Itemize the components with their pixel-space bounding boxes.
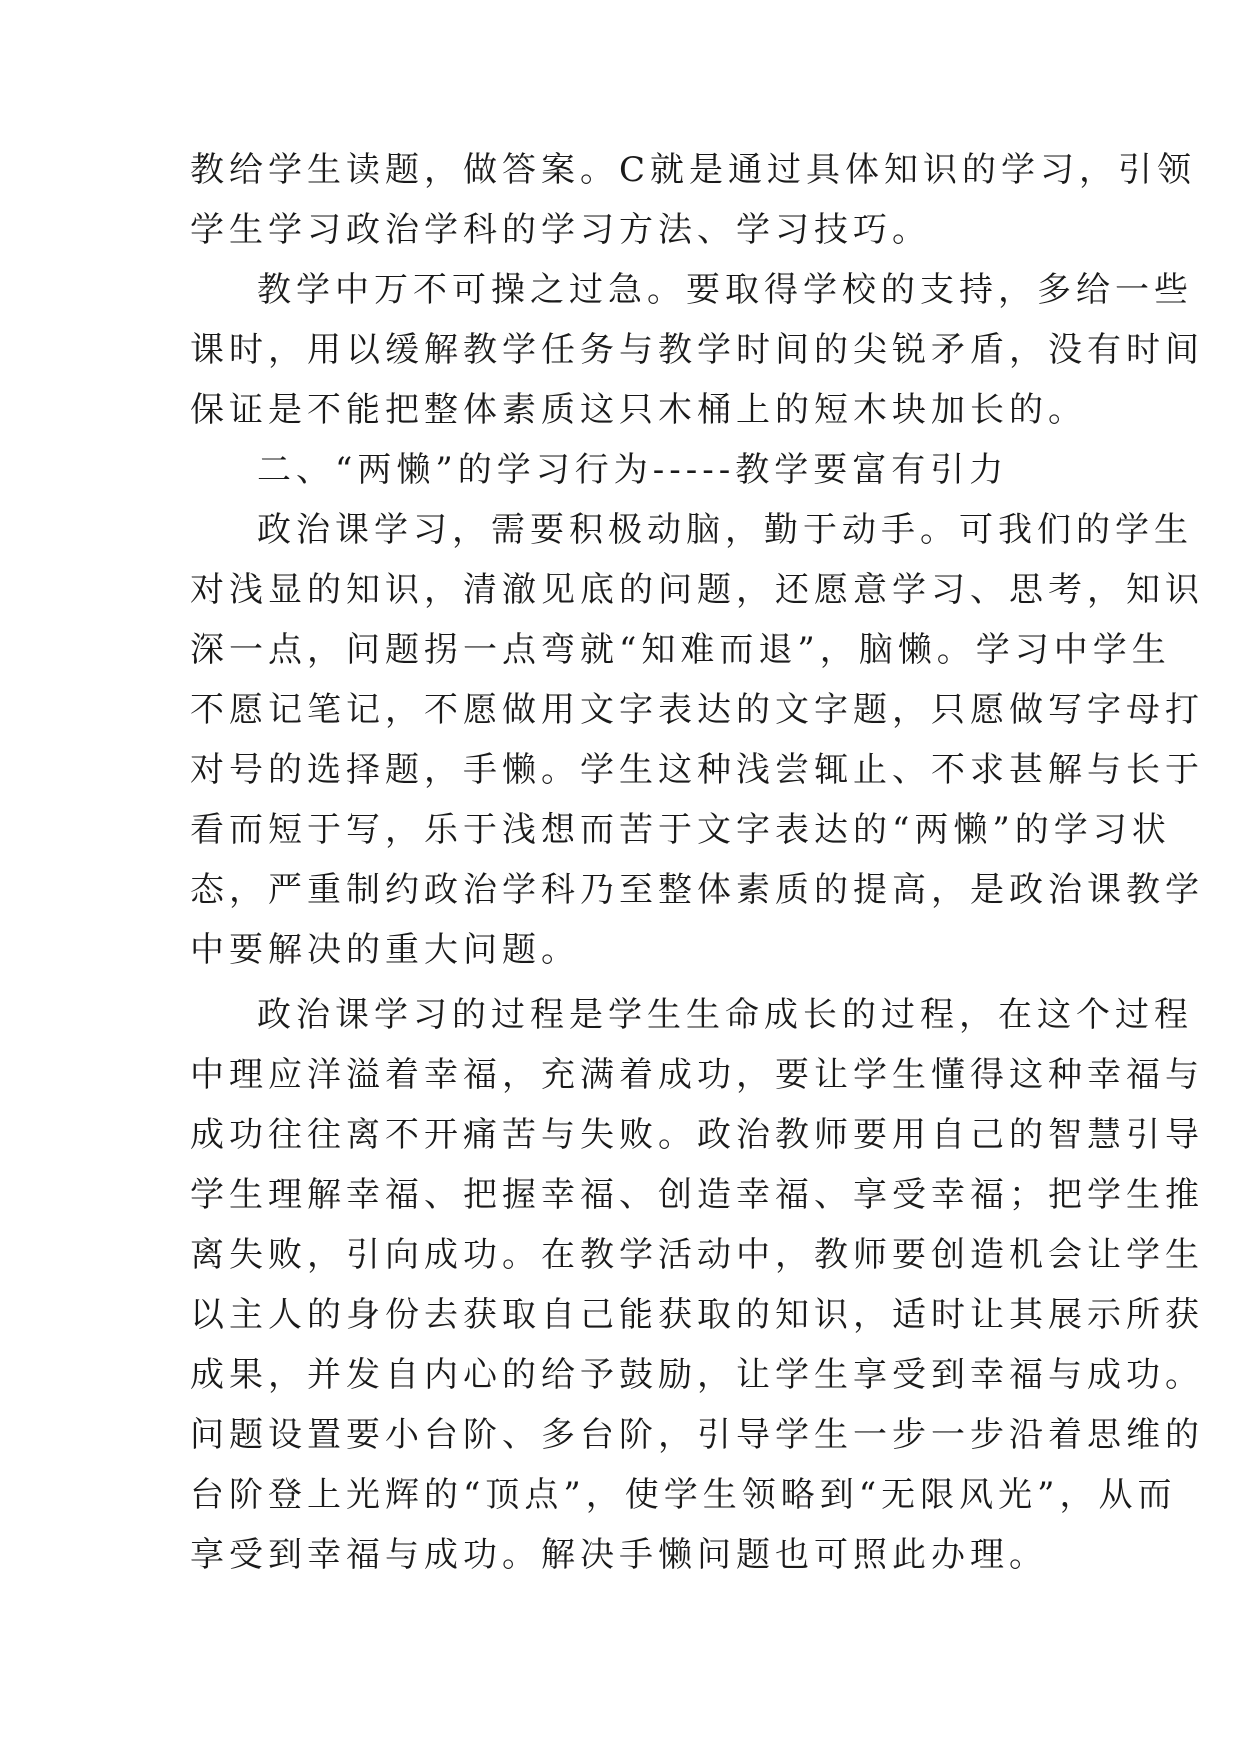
text-line: 中理应洋溢着幸福，充满着成功，要让学生懂得这种幸福与 [190, 1055, 1204, 1095]
text-line: 学生学习政治学科的学习方法、学习技巧。 [190, 210, 931, 250]
paragraph-start: 教学中万不可操之过急。要取得学校的支持，多给一些 [257, 270, 1193, 310]
paragraph-start: 政治课学习的过程是学生生命成长的过程，在这个过程 [257, 995, 1193, 1035]
text-line: 对号的选择题，手懒。学生这种浅尝辄止、不求甚解与长于 [190, 750, 1204, 790]
text-line: 以主人的身份去获取自己能获取的知识，适时让其展示所获 [190, 1295, 1204, 1335]
text-line: 离失败，引向成功。在教学活动中，教师要创造机会让学生 [190, 1235, 1204, 1275]
text-line: 学生理解幸福、把握幸福、创造幸福、享受幸福；把学生推 [190, 1175, 1204, 1215]
text-line: 态，严重制约政治学科乃至整体素质的提高，是政治课教学 [190, 870, 1204, 910]
text-line: 台阶登上光辉的“顶点”，使学生领略到“无限风光”，从而 [190, 1475, 1177, 1515]
text-line: 中要解决的重大问题。 [190, 930, 580, 970]
text-line: 教给学生读题，做答案。C就是通过具体知识的学习，引领 [190, 150, 1197, 190]
paragraph-start: 政治课学习，需要积极动脑，勤于动手。可我们的学生 [257, 510, 1193, 550]
text-line: 保证是不能把整体素质这只木桶上的短木块加长的。 [190, 390, 1087, 430]
text-line: 不愿记笔记，不愿做用文字表达的文字题，只愿做写字母打 [190, 690, 1204, 730]
text-line: 成果，并发自内心的给予鼓励，让学生享受到幸福与成功。 [190, 1355, 1204, 1395]
text-line: 成功往往离不开痛苦与失败。政治教师要用自己的智慧引导 [190, 1115, 1204, 1155]
text-line: 享受到幸福与成功。解决手懒问题也可照此办理。 [190, 1535, 1048, 1575]
section-heading: 二、“两懒”的学习行为-----教学要富有引力 [257, 450, 1009, 490]
text-line: 对浅显的知识，清澈见底的问题，还愿意学习、思考，知识 [190, 570, 1204, 610]
text-line: 看而短于写，乐于浅想而苦于文字表达的“两懒”的学习状 [190, 810, 1171, 850]
text-line: 问题设置要小台阶、多台阶，引导学生一步一步沿着思维的 [190, 1415, 1204, 1455]
text-line: 深一点，问题拐一点弯就“知难而退”，脑懒。学习中学生 [190, 630, 1171, 670]
text-line: 课时，用以缓解教学任务与教学时间的尖锐矛盾，没有时间 [190, 330, 1204, 370]
